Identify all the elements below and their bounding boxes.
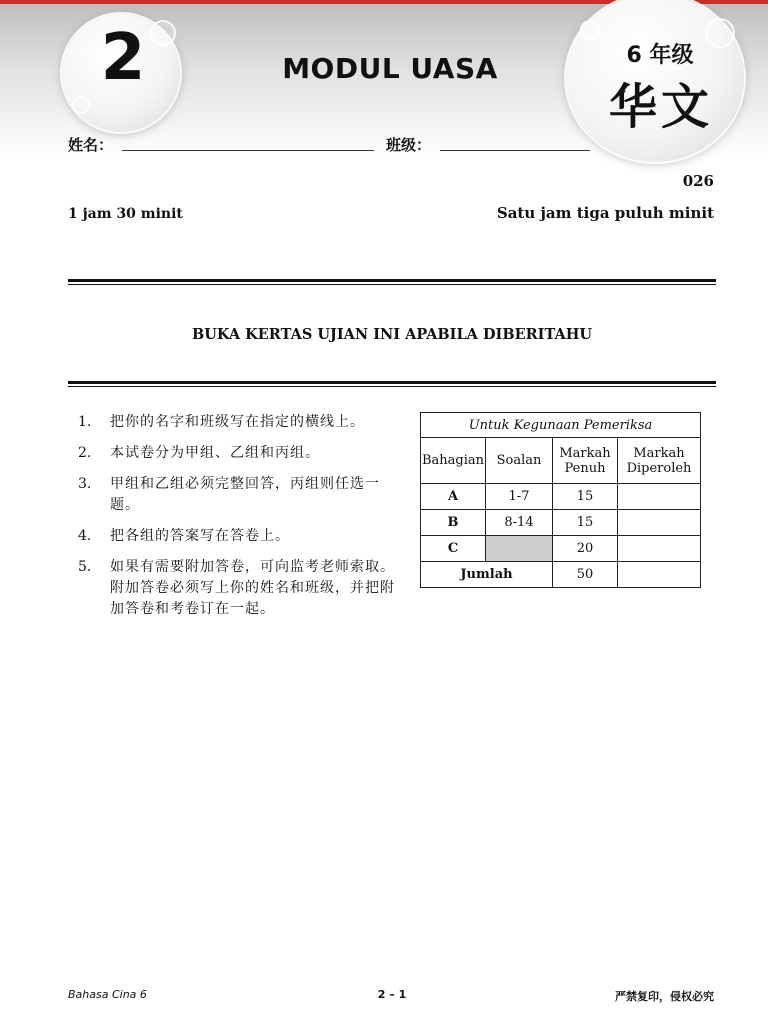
- cell-penuh: 15: [553, 484, 618, 510]
- instruction-text: 甲组和乙组必须完整回答，丙组则任选一题。: [110, 476, 380, 513]
- decor-bubble: [72, 96, 90, 114]
- total-label: Jumlah: [421, 562, 553, 588]
- instruction-text: 把各组的答案写在答卷上。: [110, 528, 290, 544]
- table-caption: Untuk Kegunaan Pemeriksa: [421, 413, 701, 438]
- instruction-item: [78, 526, 396, 547]
- module-title: MODUL UASA: [282, 52, 498, 85]
- instruction-text: 本试卷分为甲组、乙组和丙组。: [110, 445, 320, 461]
- examiner-table: [420, 412, 701, 588]
- instruction-item: [78, 443, 396, 464]
- instruction-number: 2.: [78, 445, 92, 461]
- cell-soalan: 1-7: [486, 484, 553, 510]
- class-label: 班级：: [386, 136, 432, 154]
- cell-bahagian: B: [421, 510, 486, 536]
- table-row: [421, 484, 701, 510]
- decor-bubble: [580, 20, 600, 40]
- instruction-item: [78, 412, 396, 433]
- name-line[interactable]: [122, 150, 374, 151]
- header-markah-diperoleh: Markah Diperoleh: [618, 438, 701, 484]
- instruction-text: 把你的名字和班级写在指定的横线上。: [110, 414, 365, 430]
- duration: 1 jam 30 minit: [68, 206, 183, 222]
- instruction-text: 如果有需要附加答卷，可向监考老师索取。附加答卷必须写上你的姓名和班级，并把附加答卷和考卷订在一起。: [110, 559, 395, 617]
- header-soalan: Soalan: [486, 438, 553, 484]
- cell-soalan-shaded: [486, 536, 553, 562]
- table-row: [421, 510, 701, 536]
- header-bahagian: Bahagian: [421, 438, 486, 484]
- header-markah-penuh: Markah Penuh: [553, 438, 618, 484]
- total-value: 50: [553, 562, 618, 588]
- cell-diperoleh[interactable]: [618, 510, 701, 536]
- grade-label: 6 年级: [626, 43, 694, 68]
- instruction-item: [78, 474, 396, 516]
- page-number: 2 – 1: [377, 988, 407, 1001]
- divider-bottom: [68, 381, 716, 387]
- open-notice: BUKA KERTAS UJIAN INI APABILA DIBERITAHU: [191, 326, 593, 343]
- table-row: [421, 536, 701, 562]
- instruction-number: 5.: [78, 559, 92, 575]
- instruction-list: [78, 412, 396, 630]
- duration-words: Satu jam tiga puluh minit: [496, 204, 714, 222]
- instruction-number: 4.: [78, 528, 92, 544]
- footer-subject: Bahasa Cina 6: [68, 988, 147, 1001]
- cell-diperoleh[interactable]: [618, 536, 701, 562]
- cell-soalan: 8-14: [486, 510, 553, 536]
- instruction-number: 1.: [78, 414, 92, 430]
- cell-bahagian: C: [421, 536, 486, 562]
- instruction-number: 3.: [78, 476, 92, 492]
- total-diperoleh[interactable]: [618, 562, 701, 588]
- cell-bahagian: A: [421, 484, 486, 510]
- subject-title: 华文: [608, 79, 713, 135]
- table-total-row: [421, 562, 701, 588]
- class-line[interactable]: [440, 150, 590, 151]
- cell-penuh: 15: [553, 510, 618, 536]
- cell-diperoleh[interactable]: [618, 484, 701, 510]
- paper-code: 026: [682, 172, 714, 190]
- instruction-item: [78, 557, 396, 620]
- copyright-notice: 严禁复印，侵权必究: [615, 990, 714, 1003]
- cell-penuh: 20: [553, 536, 618, 562]
- module-number: 2: [100, 21, 146, 95]
- name-label: 姓名：: [68, 136, 114, 154]
- divider-top: [68, 279, 716, 285]
